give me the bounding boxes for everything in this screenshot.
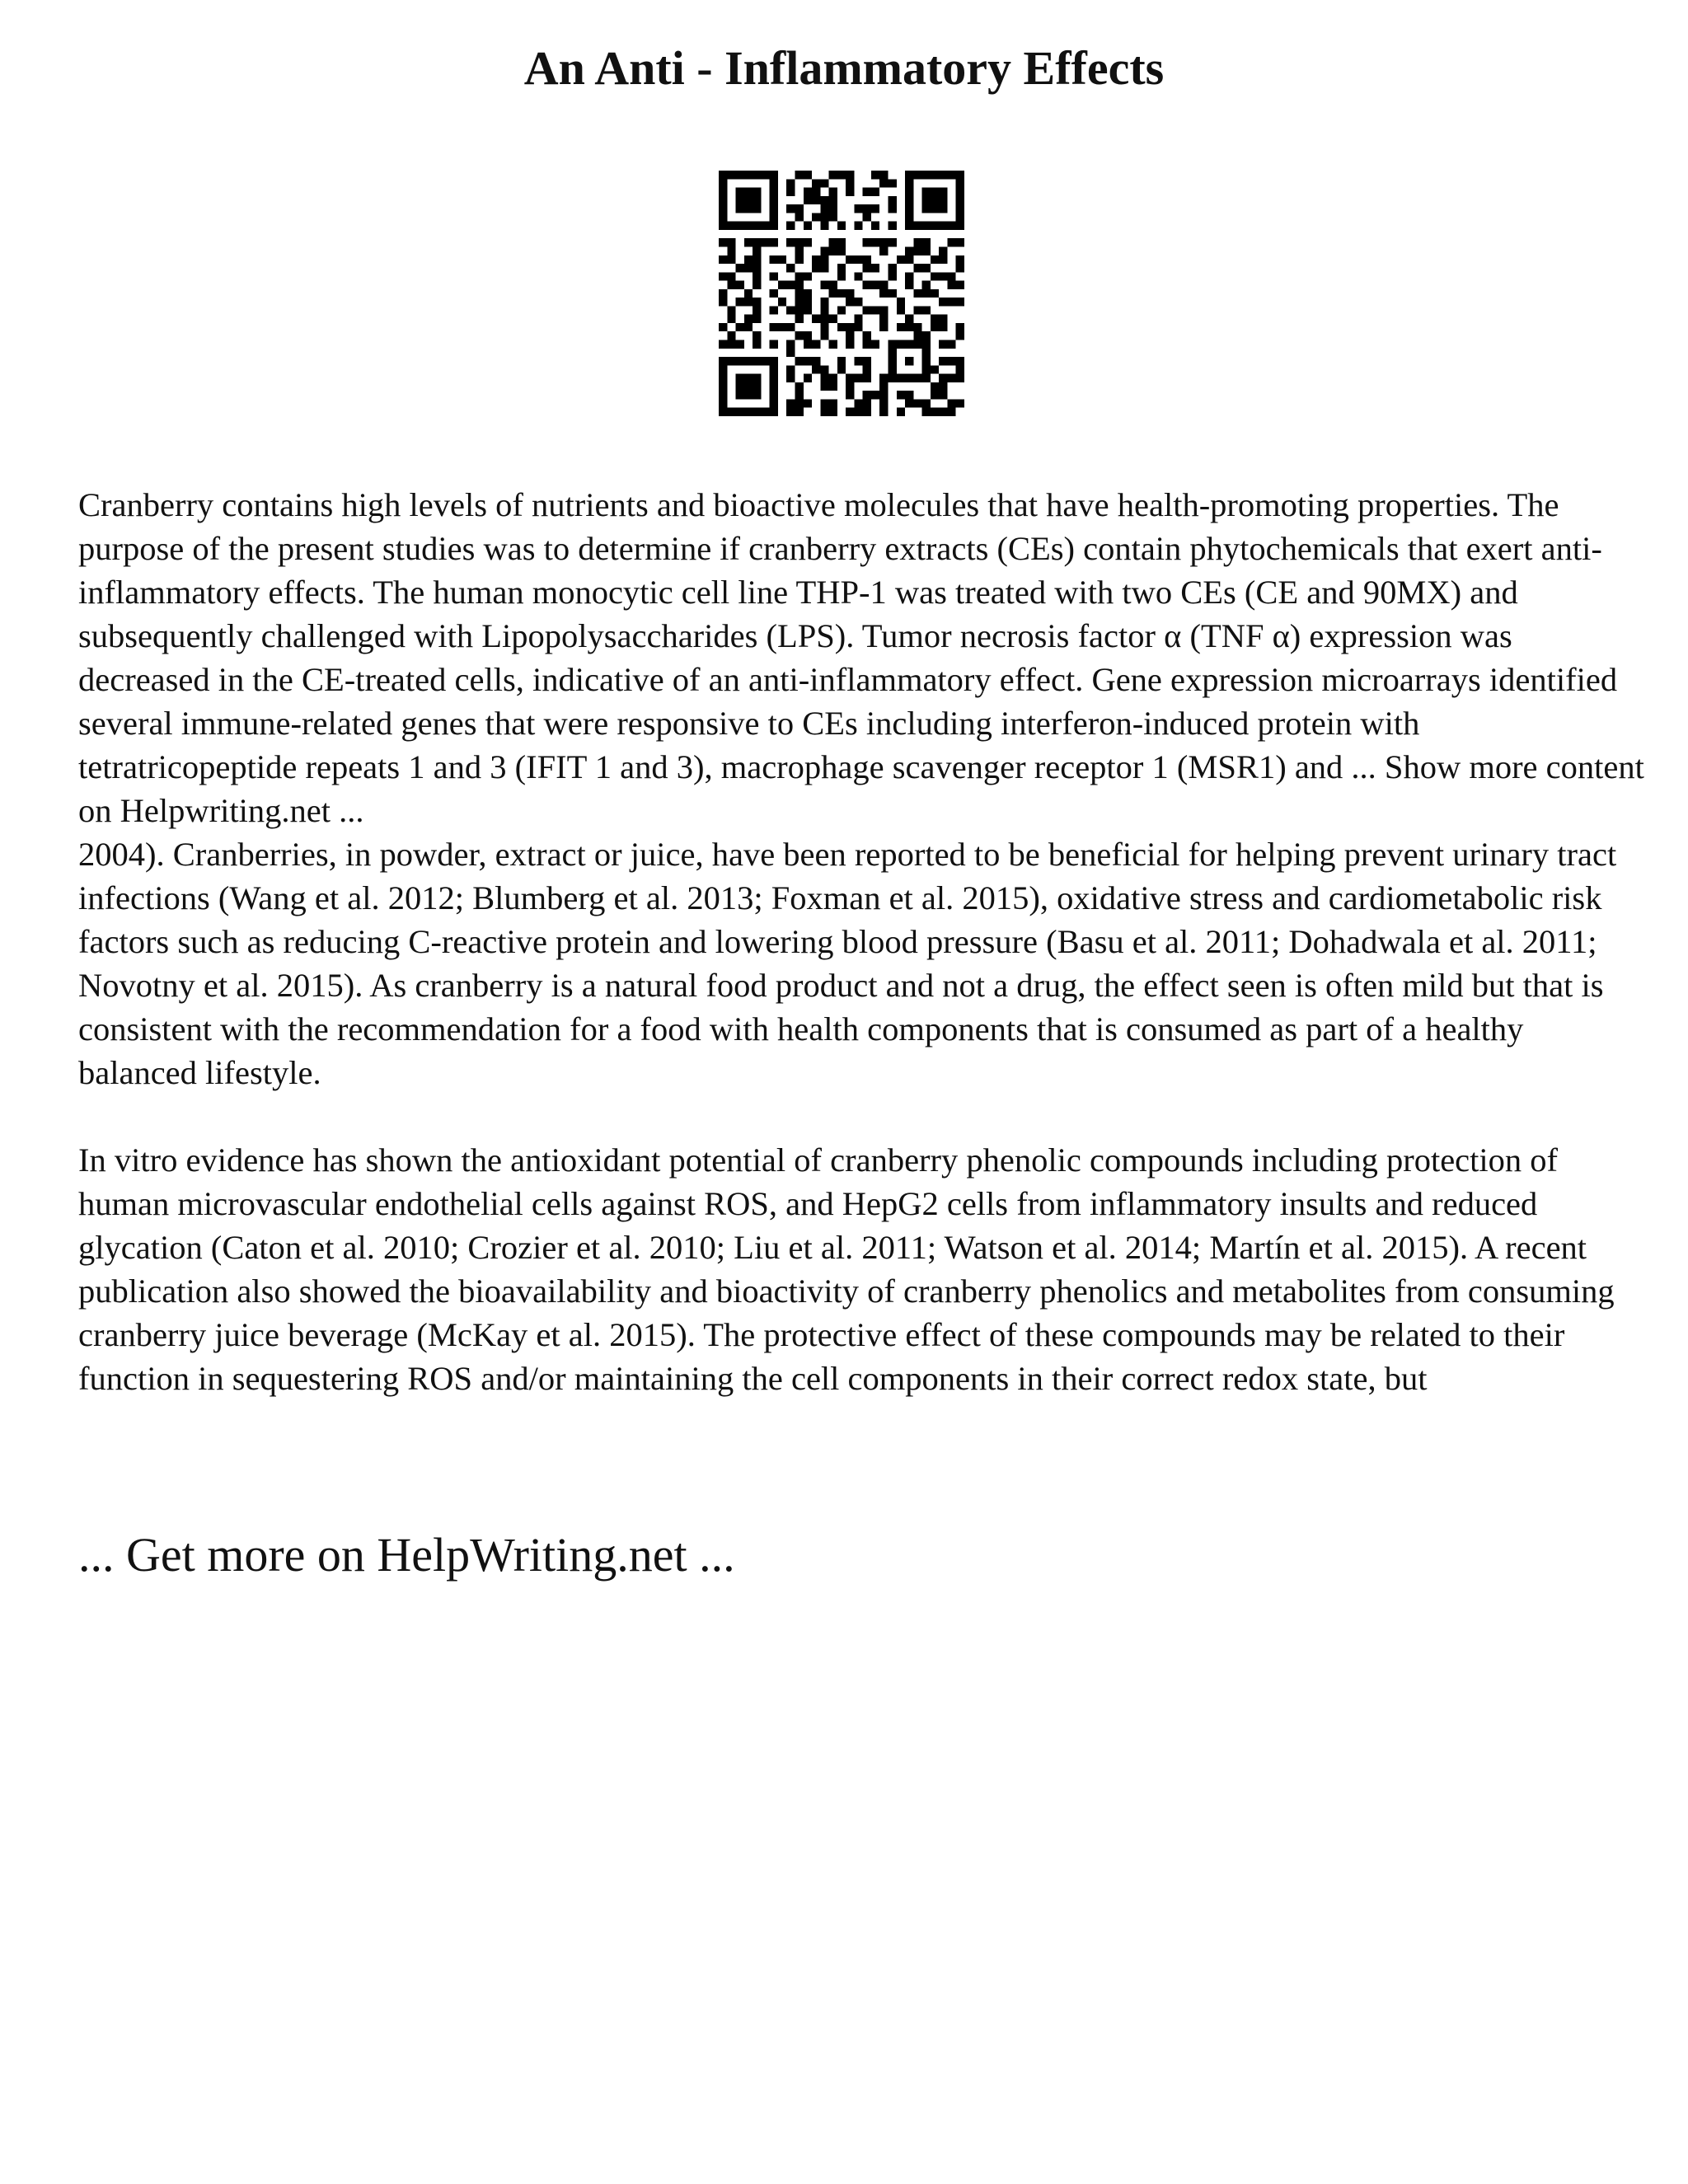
qr-code-icon (719, 171, 964, 416)
paragraph-in-vitro: In vitro evidence has shown the antioxidant potential of cranberry phenolic compounds including protection of human microvascular endothelial cells against ROS, and HepG2 cells from inflammatory insults and reduced glycation (Caton et al. 2010; Crozier et al. 2010; Liu et al. 2011; Watson et al. 2014; Martín et al. 2015). A recent publication also showed the bioavailability and bioactivity of cranberry phenolics and metabolites from consuming cranberry juice beverage (McKay et al. 2015). The protective effect of these compounds may be related to their function in sequestering ROS and/or maintaining the cell components in their correct redox state, but (78, 1141, 1615, 1397)
paragraph-abstract: Cranberry contains high levels of nutrients and bioactive molecules that have health-promoting properties. The purpose of the present studies was to determine if cranberry extracts (CEs) contain phytochemicals that exert anti-inflammatory effects. The human monocytic cell line THP-1 was treated with two CEs (CE and 90MX) and subsequently challenged with Lipopolysaccharides (LPS). Tumor necrosis factor α (TNF α) expression was decreased in the CE-treated cells, indicative of an anti-inflammatory effect. Gene expression microarrays identified several immune-related genes that were responsive to CEs including interferon-induced protein with tetratricopeptide repeats 1 and 3 (IFIT 1 and 3), macrophage scavenger receptor 1 (MSR1) and ... Show more content on Helpwriting.net ... (78, 486, 1644, 829)
paragraph-background: 2004). Cranberries, in powder, extract or juice, have been reported to be beneficial for helping prevent urinary tract infections (Wang et al. 2012; Blumberg et al. 2013; Foxman et al. 2015), oxidative stress and cardiometabolic risk factors such as reducing C-reactive protein and lowering blood pressure (Basu et al. 2011; Dohadwala et al. 2011; Novotny et al. 2015). As cranberry is a natural food product and not a drug, the effect seen is often mild but that is consistent with the recommendation for a food with health components that is consumed as part of a healthy balanced lifestyle. (78, 836, 1617, 1091)
page-title: An Anti - Inflammatory Effects (523, 41, 1165, 95)
get-more-link[interactable]: ... Get more on HelpWriting.net ... (78, 1528, 735, 1582)
article-body (78, 483, 1644, 1400)
